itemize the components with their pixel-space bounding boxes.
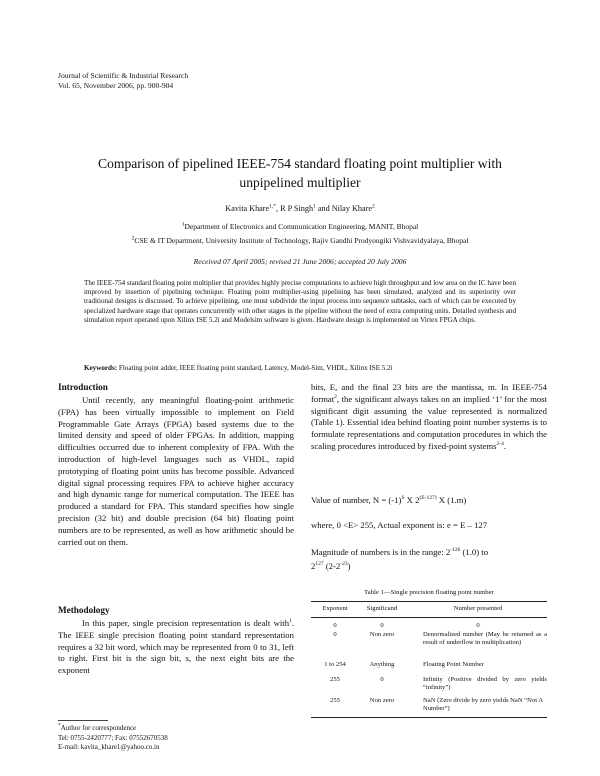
journal-name: Journal of Scientific & Industrial Research	[58, 71, 189, 80]
footnote-rule	[58, 720, 108, 721]
author-3-affiliation: 2	[371, 203, 375, 210]
keywords-text: Floating point adder, IEEE floating point standard, Latency, Model-Sim, VHDL, Xilinx ISE 5.2i	[117, 364, 393, 372]
reference-3: 2-4	[496, 441, 504, 448]
table-bottom-rule	[311, 717, 547, 718]
affiliation-1: $^1$Department of Electronics and Communication Engineering, MANIT, Bhopal	[181, 221, 419, 231]
table-cell: 255	[330, 697, 340, 704]
author-list: Kavita Khare$^{1,*}$, R P Singh$^1$ and Nilay Khare$^2$	[225, 203, 375, 213]
table-cell: Floating Point Number	[423, 661, 484, 668]
paper-title	[40, 154, 560, 192]
author-1-affiliation: 1,	[269, 203, 274, 210]
title-line-1: Comparison of pipelined IEEE-754 standard floating point multiplier with	[98, 156, 502, 171]
ieee-format-paragraph: bits, E, and the final 23 bits are the mantissa, m. In IEEE-754 format$^2$, the significant always takes on an implied ‘1’ for the most significant digit assuming the value represented is normalized (Table 1). Essential idea behind floating point number systems is to formulate representations and computation procedures in which the scaling procedures introduced by fixed-point systems$^{2-4}$.	[311, 382, 547, 451]
table-cell: 255	[330, 676, 340, 683]
author-3: Nilay Khare	[331, 204, 372, 213]
journal-header	[58, 71, 188, 91]
table-cell: 0	[333, 622, 337, 629]
abstract: The IEEE-754 standard floating point multiplier that provides highly precise computations to achieve high throughput and low area on the IC have been improved by insertion of pipelining technique. Floating point multiplier-using pipelining has been simulated, analyzed and its superiority over traditional designs is discussed. To achieve pipelining, one must subdivide the input process into sequence subtasks, each of which can be executed by specialized hardware stage that operates concurrently with other stages in the pipeline without the need of extra computing units. Detailed synthesis and simulation report operated upon Xilinx ISE 5.2i and Modelsim software is given. Hardware design is implemented on Virtex FPGA chips.	[84, 279, 516, 324]
table-cell: NaN (Zero divide by zero yields NaN “Not A Number”)	[423, 697, 543, 713]
table-header-rule	[311, 617, 547, 618]
introduction-text: Until recently, any meaningful floating-point arithmetic (FPA) has been virtually impossible to implement on Field Programmable Gate Arrays (FPGA) based systems due to the limited density and speed of older FPGAs. In addition, mapping difficulties occurred due to inherent complexity of FPA. With the introduction of high-level languages such as VHDL, rapid prototyping of floating point units has become possible. Advanced digital signal processing requires FPA to achieve higher accuracy and high dynamic range for numerical computation. The IEEE has produced a standard for FPA. This standard specifies how single precision (32 bit) and double precision (64 bit) floating point numbers are to be represented, as well as how arithmetic should be carried out on them.	[58, 395, 294, 547]
methodology-heading: Methodology	[58, 605, 110, 615]
journal-volume: Vol. 65, November 2006, pp. 900-904	[58, 81, 174, 90]
author-2: R P Singh	[280, 204, 314, 213]
keywords	[84, 364, 516, 372]
equation-value-of-number: Value of number, $N = (-1)^S$ X $2^{(E-127)}$ X (1.m)	[311, 495, 467, 505]
table-cell: Anything	[369, 661, 395, 668]
table-header-significand: Significand	[366, 605, 398, 612]
introduction-heading: Introduction	[58, 382, 108, 392]
footnote: *Author for correspondence Tel: 0755-2420777; Fax: 07552670538 E-mail: kavita_khare1@yahoo.co.in	[58, 722, 168, 752]
table-cell: Non zero	[369, 697, 395, 704]
received-dates: Received 07 April 2005; revised 21 June 2006; accepted 20 July 2006	[193, 257, 407, 266]
equation-actual-exponent: where, 0 <E> 255, Actual exponent is: e = E – 127	[311, 520, 488, 530]
author-email: E-mail: kavita_khare1@yahoo.co.in	[58, 743, 160, 752]
table-caption: Table 1—Single precision floating point number	[364, 589, 494, 596]
table-cell: 0	[380, 622, 384, 629]
table-cell: 1 to 254	[324, 661, 346, 668]
table-cell: 0	[380, 676, 384, 683]
table-header-number-presented: Number presented	[453, 605, 503, 612]
keywords-label: Keywords:	[84, 364, 118, 372]
title-line-2: unpipelined multiplier	[239, 175, 361, 190]
table-header-exponent: Exponent	[322, 605, 348, 612]
reference-1: 1	[289, 618, 292, 625]
table-cell: 0	[476, 622, 480, 629]
affiliation-2: $^2$CSE & IT Department, University Institute of Technology, Rajiv Gandhi Prodyougiki Vishvavidyalaya, Bhopal	[131, 235, 469, 245]
table-cell: 0	[333, 631, 337, 638]
author-2-affiliation: 1	[313, 203, 316, 210]
table-cell: Non zero	[369, 631, 395, 638]
methodology-text: In this paper, single precision representation is dealt with$^1$. The IEEE single precision floating point standard representation requires a 32 bit word, which may be represented from 0 to 31, left to right. First bit is the sign bit, s, the next eight bits are the exponent	[58, 618, 294, 676]
corresponding-author-mark: *	[273, 203, 277, 210]
table-cell: Denormalized number (May be returned as a result of underflow in multiplication)	[423, 631, 547, 647]
equation-magnitude-range: Magnitude of numbers is in the range: $2^{-126}$ (1.0) to $2^{127}$ $(2-2^{-23})$	[311, 547, 489, 571]
single-precision-table	[311, 601, 547, 761]
table-cell: Infinity (Positive divided by zero yields “infinity”)	[423, 676, 547, 692]
reference-2: 2	[334, 393, 337, 400]
author-1: Kavita Khare	[225, 204, 270, 213]
